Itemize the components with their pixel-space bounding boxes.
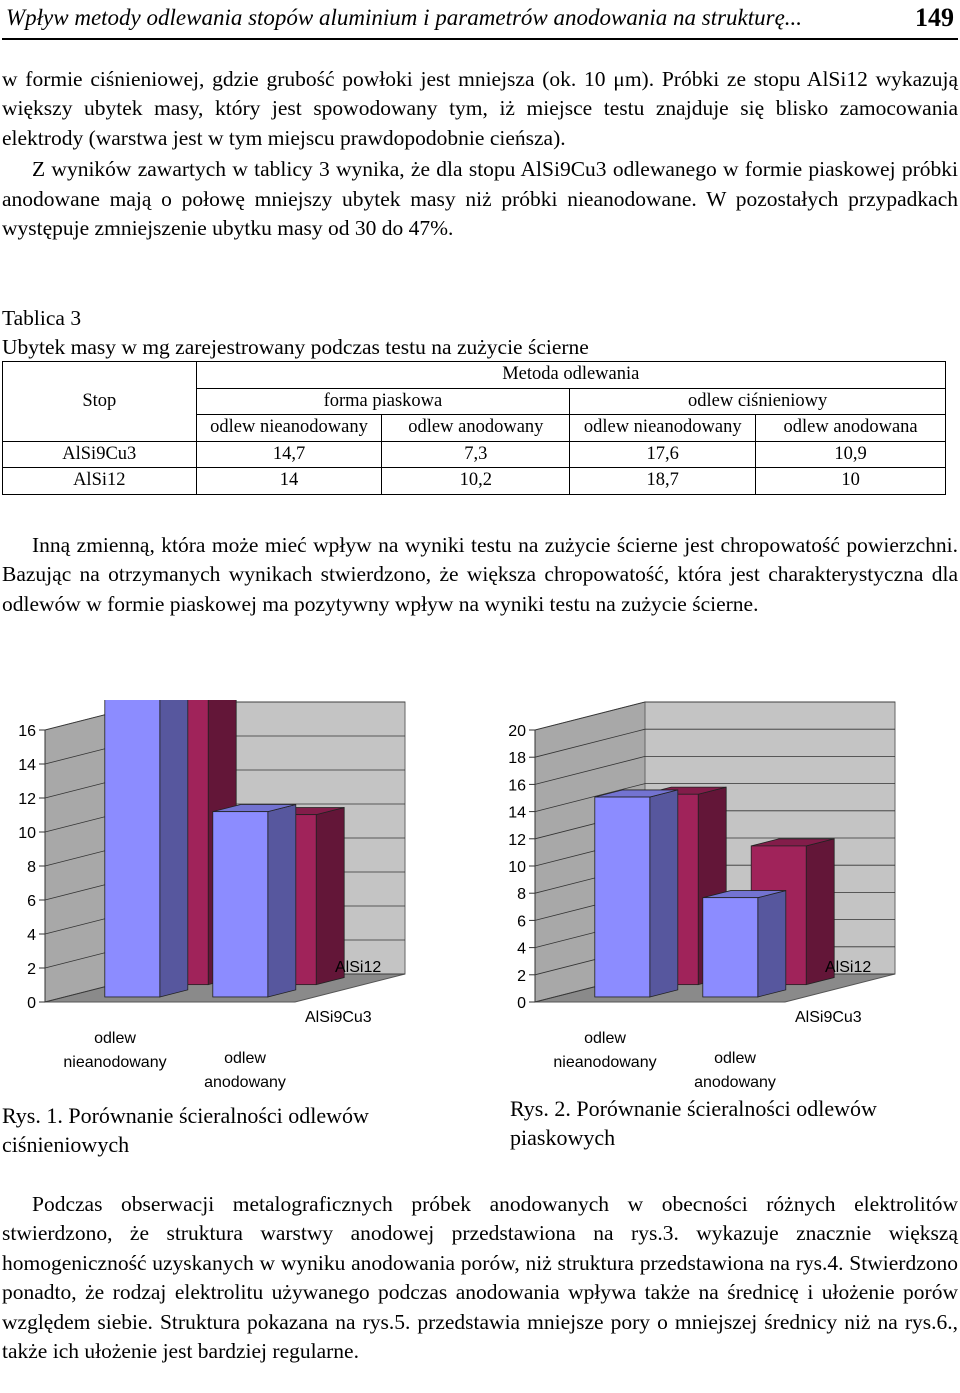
- column-header: odlew nieanodowany: [196, 415, 382, 442]
- group-header: forma piaskowa: [196, 388, 570, 415]
- paragraph: w formie ciśnieniowej, gdzie grubość powłoki jest mniejsza (ok. 10 μm). Próbki ze stopu AlSi12 wykazują większy ubytek masy, który jest spowodowany tym, iż miejsce testu znajduje się blisko zamocowania elektrody (warstwa jest w tym miejscu prawdopodobnie cieńsza).: [2, 67, 958, 150]
- body-text-middle: [2, 531, 958, 619]
- table-cell: 10,2: [382, 468, 570, 495]
- table-row: [3, 441, 946, 468]
- table-cell: 7,3: [382, 441, 570, 468]
- table-caption: Ubytek masy w mg zarejestrowany podczas testu na zużycie ścierne: [2, 335, 589, 359]
- y-tick-label: 14: [508, 804, 526, 822]
- y-tick-label: 14: [18, 757, 36, 774]
- figure-caption-1: [2, 1101, 369, 1159]
- bar: [213, 805, 296, 997]
- stop-header: Stop: [3, 362, 197, 442]
- column-header: odlew anodowana: [756, 415, 946, 442]
- x-tick-label: nieanodowany: [63, 1054, 167, 1071]
- figure-caption-2: [510, 1094, 877, 1152]
- y-tick-label: 6: [27, 893, 36, 910]
- caption-line: Rys. 2. Porównanie ścieralności odlewów: [510, 1096, 877, 1121]
- y-tick-label: 16: [508, 777, 526, 795]
- table-cell: 18,7: [570, 468, 756, 495]
- bar-front: [703, 898, 758, 997]
- column-header: odlew anodowany: [382, 415, 570, 442]
- y-tick-label: 20: [508, 723, 526, 740]
- series-label: AlSi12: [825, 959, 872, 976]
- page-header: [2, 2, 958, 40]
- bar-front: [105, 700, 160, 997]
- series-label: AlSi12: [335, 959, 382, 976]
- bar-side: [268, 805, 296, 997]
- y-tick-label: 18: [508, 750, 526, 768]
- y-tick-label: 10: [18, 825, 36, 842]
- bar-side: [650, 790, 678, 997]
- x-tick-label: odlew: [714, 1050, 756, 1067]
- y-tick-label: 0: [517, 995, 526, 1012]
- table-cell: 14,7: [196, 441, 382, 468]
- x-tick-label: odlew: [94, 1030, 136, 1047]
- table-cell: 17,6: [570, 441, 756, 468]
- bar-side: [160, 700, 188, 997]
- body-text-bottom: [2, 1190, 958, 1366]
- y-tick-label: 2: [517, 967, 526, 985]
- table-cell: 10,9: [756, 441, 946, 468]
- x-tick-label: odlew: [584, 1030, 626, 1047]
- chart-pressure-casting: [0, 700, 470, 1100]
- y-tick-label: 0: [27, 995, 36, 1012]
- table-cell: 14: [196, 468, 382, 495]
- y-tick-label: 2: [27, 961, 36, 978]
- y-tick-label: 16: [18, 723, 36, 740]
- bar-side: [758, 891, 786, 997]
- x-tick-label: nieanodowany: [553, 1054, 657, 1071]
- paragraph: Inną zmienną, która może mieć wpływ na wyniki testu na zużycie ścierne jest chropowatość powierzchni. Bazując na otrzymanych wynikach stwierdzono, że większa chropowatość, która jest charakterystyczna dla odlewów w formie piaskowej ma pozytywny wpływ na wyniki testu na zużycie ścierne.: [2, 533, 958, 616]
- y-tick-label: 8: [517, 886, 526, 904]
- table-label: Tablica 3: [2, 306, 82, 330]
- y-tick-label: 4: [27, 927, 36, 944]
- y-tick-label: 6: [517, 913, 526, 931]
- caption-line: piaskowych: [510, 1125, 616, 1150]
- page-number: 149: [915, 3, 954, 32]
- x-tick-label: anodowany: [694, 1074, 776, 1091]
- table-row: [3, 468, 946, 495]
- caption-line: ciśnieniowych: [2, 1132, 130, 1157]
- running-title: Wpływ metody odlewania stopów aluminium i parametrów anodowania na strukturę...: [6, 5, 803, 30]
- bar: [595, 790, 678, 997]
- bar: [703, 891, 786, 997]
- bar: [105, 700, 188, 997]
- series-label: AlSi9Cu3: [305, 1009, 372, 1026]
- column-header: odlew nieanodowany: [570, 415, 756, 442]
- paragraph: Podczas obserwacji metalograficznych próbek anodowanych w obecności różnych elektrolitów stwierdzono, że struktura warstwy anodowej przedstawiona na rys.3. wykazuje znacznie większą homogeniczność uzyskanych w wyniku anodowania porów, niż struktura przedstawiona na rys.4. Stwierdzono ponadto, że rodzaj elektrolitu używanego podczas anodowania wpływa także na średnicę i ułożenie porów względem siebie. Struktura pokazana na rys.5. przedstawia mniejsze pory o mniejszej średnicy niż na rys.6., także ich ułożenie jest bardziej regularne.: [2, 1192, 958, 1364]
- y-tick-label: 10: [508, 859, 526, 876]
- paragraph: Z wyników zawartych w tablicy 3 wynika, że dla stopu AlSi9Cu3 odlewanego w formie piaskowej próbki anodowane mają o połowę mniejszy ubytek masy niż próbki nieanodowane. W pozostałych przypadkach występuje zmniejszenie ubytku masy od 30 do 47%.: [2, 157, 958, 241]
- caption-line: Rys. 1. Porównanie ścieralności odlewów: [2, 1103, 369, 1128]
- chart-sand-casting: [490, 700, 960, 1100]
- row-label: AlSi9Cu3: [3, 441, 197, 468]
- x-tick-label: odlew: [224, 1050, 266, 1067]
- series-label: AlSi9Cu3: [795, 1009, 862, 1026]
- y-tick-label: 12: [18, 791, 36, 808]
- y-tick-label: 12: [508, 831, 526, 849]
- table-cell: 10: [756, 468, 946, 495]
- x-tick-label: anodowany: [204, 1074, 286, 1091]
- group-header: odlew ciśnieniowy: [570, 388, 946, 415]
- method-header: Metoda odlewania: [196, 362, 945, 389]
- y-tick-label: 4: [517, 940, 526, 958]
- body-text-top: [2, 65, 958, 243]
- row-label: AlSi12: [3, 468, 197, 495]
- bar-front: [595, 797, 650, 997]
- results-table: [2, 361, 946, 495]
- bar-front: [213, 812, 268, 997]
- y-tick-label: 8: [27, 859, 36, 876]
